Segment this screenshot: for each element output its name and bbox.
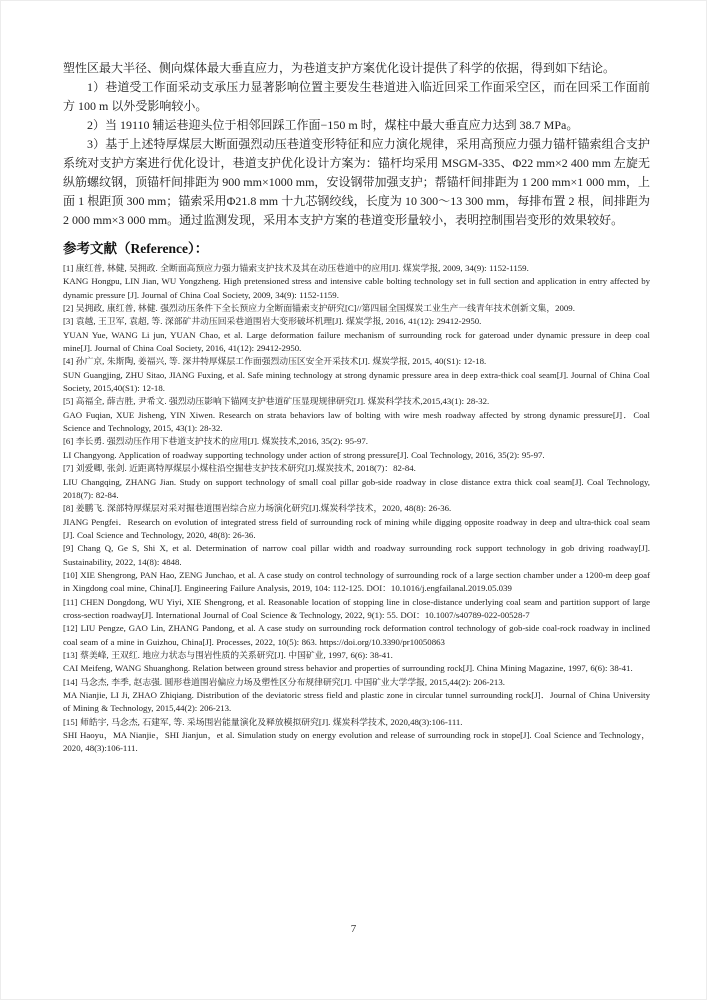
reference-text: SHI Haoyu，MA Nianjie，SHI Jianjun，et al. Simulation study on energy evolution and release of surrounding rock in stope[J]. Coal Science and Technology，2020, 48(3):106-111. xyxy=(63,730,650,754)
reference-text: [6] 李长勇. 强烈动压作用下巷道支护技术的应用[J]. 煤炭技术,2016, 35(2): 95-97. xyxy=(63,436,368,447)
page-number: 7 xyxy=(350,923,357,935)
reference-item xyxy=(63,622,650,649)
reference-text: [8] 姜鹏飞. 深部特厚煤层对采对掘巷道围岩综合应力场演化研究[J].煤炭科学技术，2020, 48(8): 26-36. xyxy=(63,503,452,514)
reference-item xyxy=(63,315,650,355)
reference-item xyxy=(63,716,650,756)
reference-item xyxy=(63,435,650,462)
reference-text: [4] 孙广京, 朱斯陶, 姜福兴, 等. 深井特厚煤层工作面强烈动压区安全开采技术[J]. 煤炭学报, 2015, 40(S1): 12-18. xyxy=(63,356,487,367)
reference-item xyxy=(63,502,650,542)
reference-item xyxy=(63,676,650,716)
reference-item xyxy=(63,542,650,569)
references-heading: 参考文献（Reference）： xyxy=(63,241,209,256)
reference-item xyxy=(63,302,650,315)
reference-text: [1] 康红普, 林健, 吴拥政. 全断面高预应力强力锚索支护技术及其在动压巷道中的应用[J]. 煤炭学报, 2009, 34(9): 1152-1159. xyxy=(63,263,529,273)
reference-text: [11] CHEN Dongdong, WU Yiyi, XIE Shengrong, et al. Reasonable location of stopping line in close-distance underlying coal seam and partition support of large cross-section roadway[J]. International Journal of Coal Science & Technology, 2022, 9(1): 55. DOI：10.1007/s40789-022-00528-7 xyxy=(63,596,650,620)
reference-text: [5] 高福全, 薛吉胜, 尹希文. 强烈动压影响下锚网支护巷道矿压显现规律研究[J]. 煤炭科学技术,2015,43(1): 28-32. xyxy=(63,396,490,407)
reference-text: YUAN Yue, WANG Li jun, YUAN Chao, et al. Large deformation failure mechanism of surrounding rock for gateroad under dynamic pressure in deep coal mine[J]. Journal of China Coal Society, 2016, 41(12): 29412-2950. xyxy=(63,329,650,354)
reference-text: MA Nianjie, LI Ji, ZHAO Zhiqiang. Distribution of the deviatoric stress field and plastic zone in circular tunnel surrounding rock[J]．Journal of China University of Mining & Technology, 2015,44(2): 206-213. xyxy=(63,690,650,714)
reference-text: LI Changyong. Application of roadway supporting technology under action of strong pressure[J]. Coal Technology, 2016, 35(2): 95-97. xyxy=(63,449,545,460)
reference-item xyxy=(63,462,650,502)
reference-text: CAI Meifeng, WANG Shuanghong. Relation between ground stress behavior and properties of surrounding rock[J]. China Mining Magazine, 1997, 6(6): 38-41. xyxy=(63,663,633,674)
conclusion-lead-paragraph: 塑性区最大半径、侧向煤体最大垂直应力，为巷道支护方案优化设计提供了科学的依据，得到如下结论。 xyxy=(63,61,616,75)
reference-item xyxy=(63,262,650,302)
reference-text: SUN Guangjing, ZHU Sitao, JIANG Fuxing, et al. Safe mining technology at strong dynamic pressure area in deep extra-thick coal seam[J]. Journal of China Coal Society, 2015,40(S1): 12-18. xyxy=(63,369,650,394)
reference-text: [12] LIU Pengze, GAO Lin, ZHANG Pandong, et al. A case study on surrounding rock deformation control technology of gob-side coal-rock roadway in inclined coal seam of a mine in Guizhou, China[J]. Processes, 2022, 10(5): 863. https://doi.org/10.3390/pr10050863 xyxy=(63,623,650,647)
reference-text: KANG Hongpu, LIN Jian, WU Yongzheng. High pretensioned stress and intensive cable bolting technology set in full section and application in entry affected by dynamic pressure [J]. Journal of China Coal Society, 2009, 34(9): 1152-1159. xyxy=(63,276,650,300)
reference-text: LIU Changqing, ZHANG Jian. Study on support technology of small coal pillar gob-side roadway in close distance extra thick coal seam[J]. Coal Technology, 2018(7): 82-84. xyxy=(63,476,650,500)
reference-item xyxy=(63,569,650,596)
reference-item xyxy=(63,355,650,395)
reference-text: [3] 袁越, 王卫军, 袁超, 等. 深部矿井动压回采巷道围岩大变形破坏机理[J]. 煤炭学报, 2016, 41(12): 29412-2950. xyxy=(63,316,482,327)
conclusion-point-1: 1）巷道受工作面采动支承压力显著影响位置主要发生巷道进入临近回采工作面采空区，而在回采工作面前方 100 m 以外受影响较小。 xyxy=(63,80,650,113)
reference-text: [13] 蔡美峰, 王双红. 地应力状态与围岩性质的关系研究[J]. 中国矿业, 1997, 6(6): 38-41. xyxy=(63,649,393,660)
reference-text: [7] 刘爱卿, 张剑. 近距离特厚煤层小煤柱沿空掘巷支护技术研究[J].煤炭技术, 2018(7)：82-84. xyxy=(63,463,416,474)
reference-text: [2] 吴拥政, 康红普, 林健. 强烈动压条件下全长预应力全断面锚索支护研究[C]//第四届全国煤炭工业生产一线青年技术创新文集，2009. xyxy=(63,303,575,314)
conclusion-section xyxy=(63,59,650,230)
reference-text: [14] 马念杰, 李季, 赵志强. 圆形巷道围岩偏应力场及塑性区分布规律研究[J]. 中国矿业大学学报, 2015,44(2): 206-213. xyxy=(63,676,505,687)
reference-item xyxy=(63,649,650,676)
conclusion-point-2: 2）当 19110 辅运巷迎头位于相邻回踩工作面−150 m 时，煤柱中最大垂直应力达到 38.7 MPa。 xyxy=(87,118,579,132)
reference-item xyxy=(63,395,650,435)
reference-item xyxy=(63,596,650,623)
page-content xyxy=(63,59,650,756)
reference-text: JIANG Pengfei．Research on evolution of integrated stress field of surrounding rock of mining while digging opposite roadway in deep and ultra-thick coal seam [J]. Coal Science and Technology, 2020, 48(8): 26-36. xyxy=(63,516,650,540)
reference-text: [9] Chang Q, Ge S, Shi X, et al. Determination of narrow coal pillar width and roadway surrounding rock support technology in gob driving roadway[J]. Sustainability, 2022, 14(8): 4848. xyxy=(63,543,650,567)
reference-text: [15] 师皓宇, 马念杰, 石建军, 等. 采场围岩能量演化及释放模拟研究[J]. 煤炭科学技术, 2020,48(3):106-111. xyxy=(63,716,463,727)
conclusion-point-3: 3）基于上述特厚煤层大断面强烈动压巷道变形特征和应力演化规律，采用高预应力强力锚杆锚索组合支护系统对支护方案进行优化设计，巷道支护优化设计方案为：锚杆均采用 MSGM-335、Φ22 mm×2 400 mm 左旋无纵筋螺纹钢，顶锚杆间排距为 900 mm×1000 mm，安设钢带加强支护；帮锚杆间排距为 1 200 mm×1 000 mm，上面 1 根距顶 300 mm；锚索采用Φ21.8 mm 十九芯钢绞线，长度为 10 300～13 300 mm，每排布置 2 根，间排距为 2 000 mm×3 000 mm。通过监测发现，采用本支护方案的巷道变形量较小，表明控制围岩变形的效果较好。 xyxy=(63,137,650,227)
reference-text: GAO Fuqian, XUE Jisheng, YIN Xiwen. Research on strata behaviors law of bolting with wire mesh roadway affected by strong dynamic pressure[J]．Coal Science and Technology, 2015, 43(1): 28-32. xyxy=(63,409,650,434)
reference-text: [10] XIE Shengrong, PAN Hao, ZENG Junchao, et al. A case study on control technology of surrounding rock of a large section chamber under a 1200-m deep goaf in Xingdong coal mine, China[J]. Engineering Failure Analysis, 2019, 104: 112-125. DOI：10.1016/j.engfailanal.2019.05.039 xyxy=(63,569,650,594)
reference-list xyxy=(63,262,650,756)
